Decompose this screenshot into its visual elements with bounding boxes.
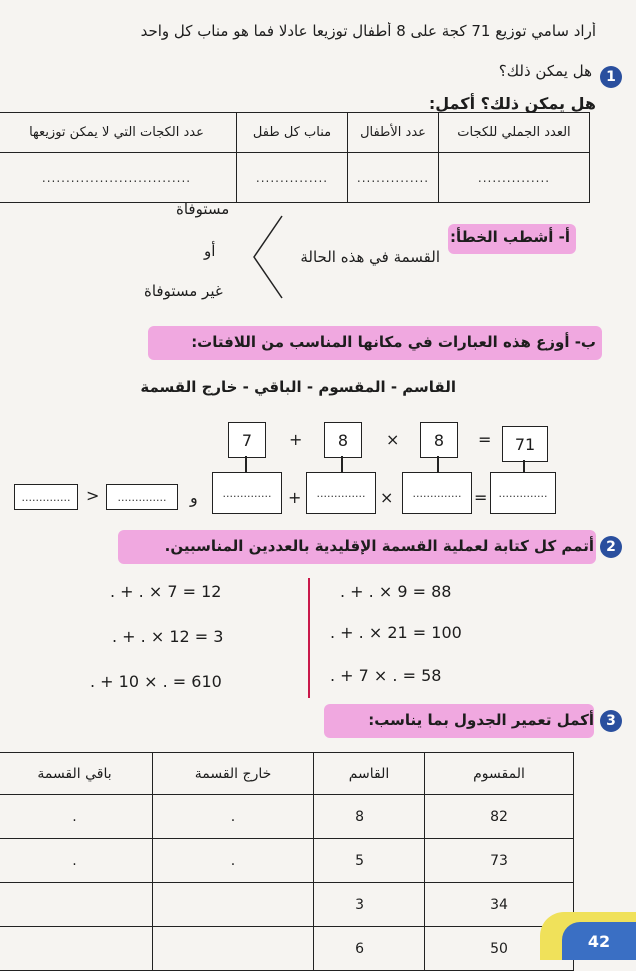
option-or: أو: [204, 242, 216, 260]
table-row: [0, 883, 574, 927]
option-not-satisfied[interactable]: غير مستوفاة: [144, 282, 223, 300]
cell-quotient[interactable]: [153, 883, 314, 927]
op-greater: >: [86, 486, 100, 505]
part-b-label: ب- أوزع هذه العبارات في مكانها المناسب من اللافتات:: [191, 333, 596, 351]
part-a-text: القسمة في هذه الحالة: [300, 248, 440, 266]
box-divisor: 7: [228, 422, 266, 458]
page-number: 42: [562, 922, 636, 960]
header-total-marbles: العدد الجملي للكجات: [439, 113, 590, 153]
intro-line-2: هل يمكن ذلك؟: [498, 62, 592, 80]
box-remainder: 8: [420, 422, 458, 458]
cell-share[interactable]: ...............: [237, 153, 348, 203]
eq-right-1[interactable]: . + . × 9 = 88: [340, 582, 452, 601]
op-plus-bottom: +: [288, 488, 302, 507]
division-table: [0, 752, 574, 971]
cell-remainder[interactable]: [0, 927, 153, 971]
distribution-table: [0, 112, 590, 203]
op-times-bottom: ×: [380, 488, 394, 507]
table-row: [0, 927, 574, 971]
exercise-3-title: أكمل تعمير الجدول بما يناسب:: [368, 711, 594, 729]
header-dividend: المقسوم: [425, 753, 574, 795]
header-share: مناب كل طفل: [237, 113, 348, 153]
eq-left-1[interactable]: . + . × 7 = 12: [110, 582, 222, 601]
cell-remainder[interactable]: [0, 883, 153, 927]
op-plus-top: +: [289, 430, 303, 449]
header-remaining: عدد الكجات التي لا يمكن توزيعها: [0, 113, 237, 153]
label-box-2[interactable]: ..............: [106, 484, 178, 510]
label-box-5[interactable]: ..............: [402, 472, 472, 514]
table-row: [0, 795, 574, 839]
exercise-1-intro: أراد سامي توزيع 71 كجة على 8 أطفال توزيعا عادلا فما هو مناب كل واحد: [140, 22, 596, 40]
header-quotient: خارج القسمة: [153, 753, 314, 795]
part-a-label: أ- أشطب الخطأ:: [449, 228, 570, 246]
cell-dividend: 73: [425, 839, 574, 883]
eq-left-3[interactable]: . + 10 × . = 610: [90, 672, 222, 691]
exercise-1-question: هل يمكن ذلك؟ أكمل:: [428, 94, 596, 113]
box-dividend: 71: [502, 426, 548, 462]
cell-dividend: 50: [425, 927, 574, 971]
table-row: [0, 839, 574, 883]
exercise-2-title: أتمم كل كتابة لعملية القسمة الإقليدية بالعددين المناسبين.: [164, 537, 594, 555]
exercise-2-badge: 2: [600, 536, 622, 558]
op-times-top: ×: [386, 430, 400, 449]
cell-divisor: 6: [314, 927, 425, 971]
cell-remaining[interactable]: ...............................: [0, 153, 237, 203]
cell-divisor: 5: [314, 839, 425, 883]
cell-quotient[interactable]: [153, 927, 314, 971]
cell-remainder[interactable]: .: [0, 795, 153, 839]
label-box-1[interactable]: ..............: [14, 484, 78, 510]
cell-divisor: 8: [314, 795, 425, 839]
cell-divisor: 3: [314, 883, 425, 927]
op-equals-top: =: [478, 430, 492, 449]
op-equals-bottom: =: [474, 488, 488, 507]
exercise-3-badge: 3: [600, 710, 622, 732]
option-satisfied[interactable]: مستوفاة: [176, 200, 230, 218]
cell-dividend: 34: [425, 883, 574, 927]
eq-right-3[interactable]: . + 7 × . = 58: [330, 666, 442, 685]
label-box-4[interactable]: ..............: [306, 472, 376, 514]
label-box-3[interactable]: ..............: [212, 472, 282, 514]
cell-remainder[interactable]: .: [0, 839, 153, 883]
header-remainder: باقي القسمة: [0, 753, 153, 795]
cell-total[interactable]: ...............: [439, 153, 590, 203]
cell-dividend: 82: [425, 795, 574, 839]
header-divisor: القاسم: [314, 753, 425, 795]
cell-quotient[interactable]: .: [153, 795, 314, 839]
box-quotient: 8: [324, 422, 362, 458]
column-divider: [308, 578, 310, 698]
eq-left-2[interactable]: . + . × 12 = 3: [112, 627, 224, 646]
header-children: عدد الأطفال: [348, 113, 439, 153]
eq-right-2[interactable]: . + . × 21 = 100: [330, 623, 462, 642]
bracket: [248, 212, 288, 302]
terms-list: القاسم - المقسوم - الباقي - خارج القسمة: [140, 378, 456, 396]
cell-children[interactable]: ...............: [348, 153, 439, 203]
op-and: و: [190, 488, 198, 507]
cell-quotient[interactable]: .: [153, 839, 314, 883]
exercise-1-badge: 1: [600, 66, 622, 88]
label-box-6[interactable]: ..............: [490, 472, 556, 514]
